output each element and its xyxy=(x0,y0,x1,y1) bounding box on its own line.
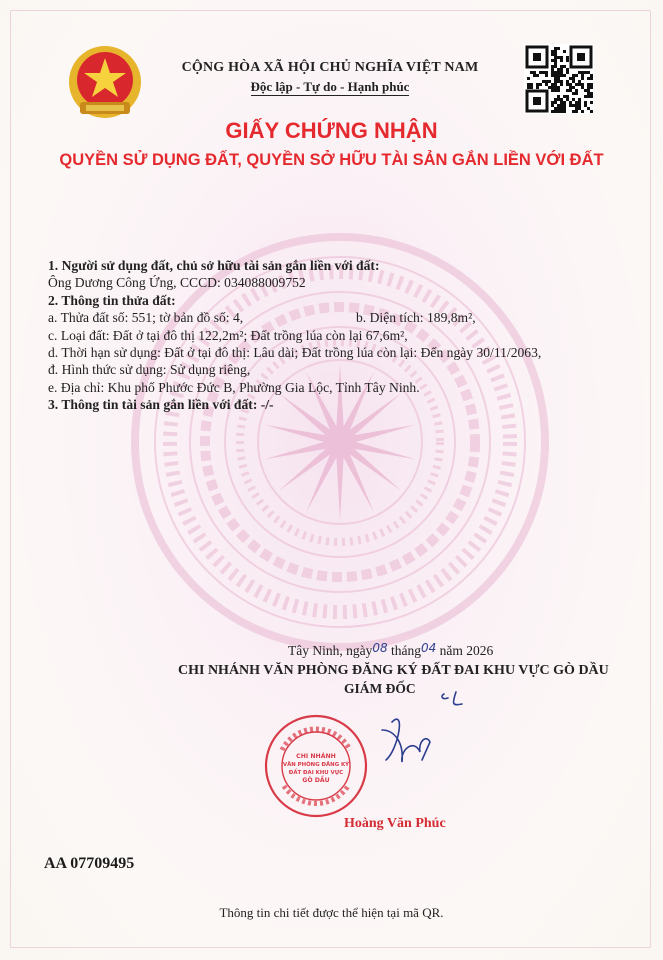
owner-info: Ông Dương Công Ứng, CCCD: 034088009752 xyxy=(48,275,306,291)
svg-text:CHI NHÁNH: CHI NHÁNH xyxy=(296,753,336,760)
section3-heading: 3. Thông tin tài sản gắn liền với đất: -/- xyxy=(48,397,274,413)
handwritten-signature xyxy=(352,690,492,770)
section1-heading: 1. Người sử dụng đất, chủ sở hữu tài sản gắn liền với đất: xyxy=(48,258,380,273)
signing-day: 08 xyxy=(372,641,388,655)
signing-date xyxy=(288,641,493,659)
parcel-address: e. Địa chỉ: Khu phố Phước Đức B, Phường Gia Lộc, Tỉnh Tây Ninh. xyxy=(48,379,420,395)
qr-footer-note: Thông tin chi tiết được thể hiện tại mã QR. xyxy=(219,905,444,920)
signing-year: năm 2026 xyxy=(439,643,494,658)
motto xyxy=(150,79,510,95)
serial-number: AA 07709495 xyxy=(44,855,135,872)
national-emblem-icon xyxy=(66,44,144,124)
usage-term: d. Thời hạn sử dụng: Đất ở tại đô thị: Lâu dài; Đất trồng lúa còn lại: Đến ngày 30/11/2063, xyxy=(48,345,542,361)
usage-form: đ. Hình thức sử dụng: Sử dụng riêng, xyxy=(48,362,251,378)
signing-month: 04 xyxy=(421,641,437,655)
certificate-title: GIẤY CHỨNG NHẬN xyxy=(225,118,438,143)
nation-heading: CỘNG HÒA XÃ HỘI CHỦ NGHĨA VIỆT NAM xyxy=(181,60,479,75)
certificate-subtitle: QUYỀN SỬ DỤNG ĐẤT, QUYỀN SỞ HỮU TÀI SẢN GẮN LIỀN VỚI ĐẤT xyxy=(59,151,604,169)
svg-text:VĂN PHÒNG ĐĂNG KÝ: VĂN PHÒNG ĐĂNG KÝ xyxy=(282,762,350,768)
parcel-number: a. Thửa đất số: 551; tờ bản đồ số: 4, xyxy=(48,310,244,326)
certificate-content xyxy=(48,257,628,414)
section2-heading: 2. Thông tin thửa đất: xyxy=(48,292,176,308)
month-label: tháng xyxy=(391,643,422,658)
issuing-office: CHI NHÁNH VĂN PHÒNG ĐĂNG KÝ ĐẤT ĐAI KHU VỰC GÒ DẦU xyxy=(178,663,609,678)
qr-code-icon[interactable] xyxy=(524,44,594,114)
parcel-row xyxy=(48,309,628,326)
signing-place: Tây Ninh, ngày xyxy=(288,643,373,658)
signer-name: Hoàng Văn Phúc xyxy=(344,816,446,831)
parcel-area: b. Diện tích: 189,8m², xyxy=(356,310,476,326)
signer-position: GIÁM ĐỐC xyxy=(344,681,416,696)
svg-text:ĐẤT ĐAI KHU VỰC: ĐẤT ĐAI KHU VỰC xyxy=(288,770,344,776)
land-type: c. Loại đất: Đất ở tại đô thị 122,2m²; Đất trồng lúa còn lại 67,6m², xyxy=(48,327,408,343)
motto-text: Độc lập - Tự do - Hạnh phúc xyxy=(250,79,410,94)
svg-text:GÒ DẦU: GÒ DẦU xyxy=(302,777,330,784)
